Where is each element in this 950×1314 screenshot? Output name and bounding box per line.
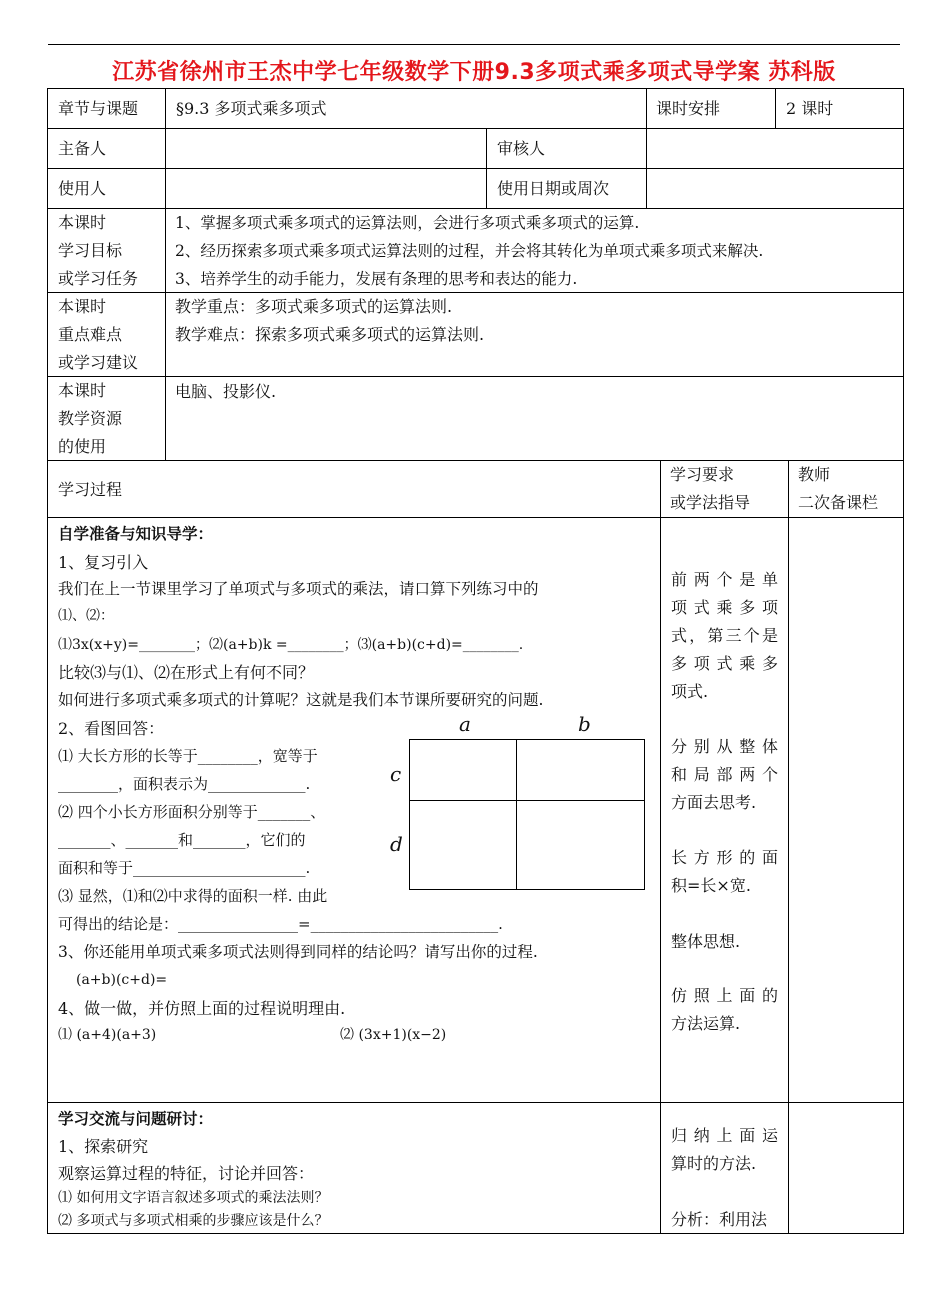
figure-label-a: a: [459, 712, 471, 736]
q1-text: 我们在上一节课里学习了单项式与多项式的乘法，请口算下列练习中的: [58, 580, 539, 598]
note-7: 分析：利用法: [671, 1210, 768, 1229]
preparer-label: 主备人: [58, 139, 107, 158]
note-1: 前两个是单 项式乘多项 式，第三个是 多项式乘多 项式.: [671, 570, 778, 701]
chapter-label: 章节与课题: [58, 99, 139, 118]
date-label: 使用日期或周次: [497, 179, 610, 198]
list-item: 1、掌握多项式乘多项式的运算法则，会进行多项式乘多项式的运算.: [175, 214, 640, 232]
keypoints-list: [175, 293, 484, 349]
q1-expressions: ⑴3x(x+y)=________；⑵(a+b)k =________；⑶(a+b)(c+d)=________.: [58, 637, 524, 653]
page-title: 江苏省徐州市王杰中学七年级数学下册9.3多项式乘多项式导学案 苏科版: [112, 60, 836, 85]
schedule-label: 课时安排: [656, 99, 721, 118]
figure-label-d: d: [390, 832, 403, 856]
list-item: 教学难点：探索多项式乘多项式的运算法则.: [175, 325, 485, 344]
q1-text-2: ⑴、⑵：: [58, 608, 114, 624]
objectives-label: 本课时 学习目标 或学习任务: [58, 213, 139, 288]
s2-line: 观察运算过程的特征，讨论并回答：: [58, 1164, 315, 1183]
q3-expression: (a+b)(c+d)=: [76, 972, 168, 988]
q2-line: ⑴ 大长方形的长等于________，宽等于: [58, 747, 318, 765]
teacher-notes-header: 教师 二次备课栏: [798, 465, 879, 512]
list-item: 3、培养学生的动手能力，发展有条理的思考和表达的能力.: [175, 270, 578, 288]
s2-line: 1、探索研究: [58, 1137, 149, 1156]
q2-conclusion: 可得出的结论是：________________=_________________________.: [58, 915, 503, 933]
top-rule: [48, 44, 900, 45]
q2-line: _______、_______和_______，它们的: [58, 831, 306, 849]
keypoints-label: 本课时 重点难点 或学习建议: [58, 297, 139, 372]
objectives-list: [175, 209, 763, 293]
q3-text: 3、你还能用单项式乘多项式法则得到同样的结论吗？请写出你的过程.: [58, 943, 538, 961]
q1-compare: 比较⑶与⑴、⑵在形式上有何不同？: [58, 663, 315, 682]
figure-label-b: b: [578, 712, 591, 736]
chapter-value: §9.3 多项式乘多项式: [176, 99, 327, 118]
reviewer-label: 审核人: [497, 139, 546, 158]
q1-question: 如何进行多项式乘多项式的计算呢？这就是我们本节课所要研究的问题.: [58, 691, 544, 709]
q4-part-b: ⑵ (3x+1)(x−2): [340, 1027, 447, 1043]
resources-label: 本课时 教学资源 的使用: [58, 381, 123, 456]
requirement-header: 学习要求 或学法指导: [670, 465, 751, 512]
resources-value: 电脑、投影仪.: [175, 382, 277, 401]
q2-line: ⑶ 显然，⑴和⑵中求得的面积一样. 由此: [58, 887, 328, 905]
section2-heading: 学习交流与问题研讨：: [58, 1110, 214, 1128]
q2-line: 面积和等于_______________________.: [58, 859, 311, 877]
note-5: 仿照上面的 方法运算.: [671, 986, 778, 1033]
note-4: 整体思想.: [671, 932, 741, 951]
schedule-value: 2 课时: [786, 99, 834, 118]
s2-line: ⑴ 如何用文字语言叙述多项式的乘法法则？: [58, 1190, 329, 1206]
note-2: 分别从整体 和局部两个 方面去思考.: [671, 737, 778, 812]
q4-text: 4、做一做，并仿照上面的过程说明理由.: [58, 999, 346, 1018]
note-3: 长方形的面 积=长×宽.: [671, 848, 778, 895]
list-item: 2、经历探索多项式乘多项式运算法则的过程，并会将其转化为单项式乘多项式来解决.: [175, 242, 764, 260]
s2-line: ⑵ 多项式与多项式相乘的步骤应该是什么？: [58, 1213, 329, 1229]
list-item: 教学重点：多项式乘多项式的运算法则.: [175, 297, 453, 316]
q4-part-a: ⑴ (a+4)(a+3): [58, 1027, 157, 1043]
q2-line: ________，面积表示为_____________.: [58, 775, 311, 793]
user-label: 使用人: [58, 179, 107, 198]
process-label: 学习过程: [58, 480, 123, 499]
section1-heading: 自学准备与知识导学：: [58, 525, 214, 543]
note-6: 归纳上面运 算时的方法.: [671, 1126, 778, 1173]
q2-line: ⑵ 四个小长方形面积分别等于_______、: [58, 803, 326, 821]
figure-label-c: c: [390, 762, 402, 786]
q1-title: 1、复习引入: [58, 553, 149, 572]
q2-title: 2、看图回答：: [58, 719, 165, 738]
